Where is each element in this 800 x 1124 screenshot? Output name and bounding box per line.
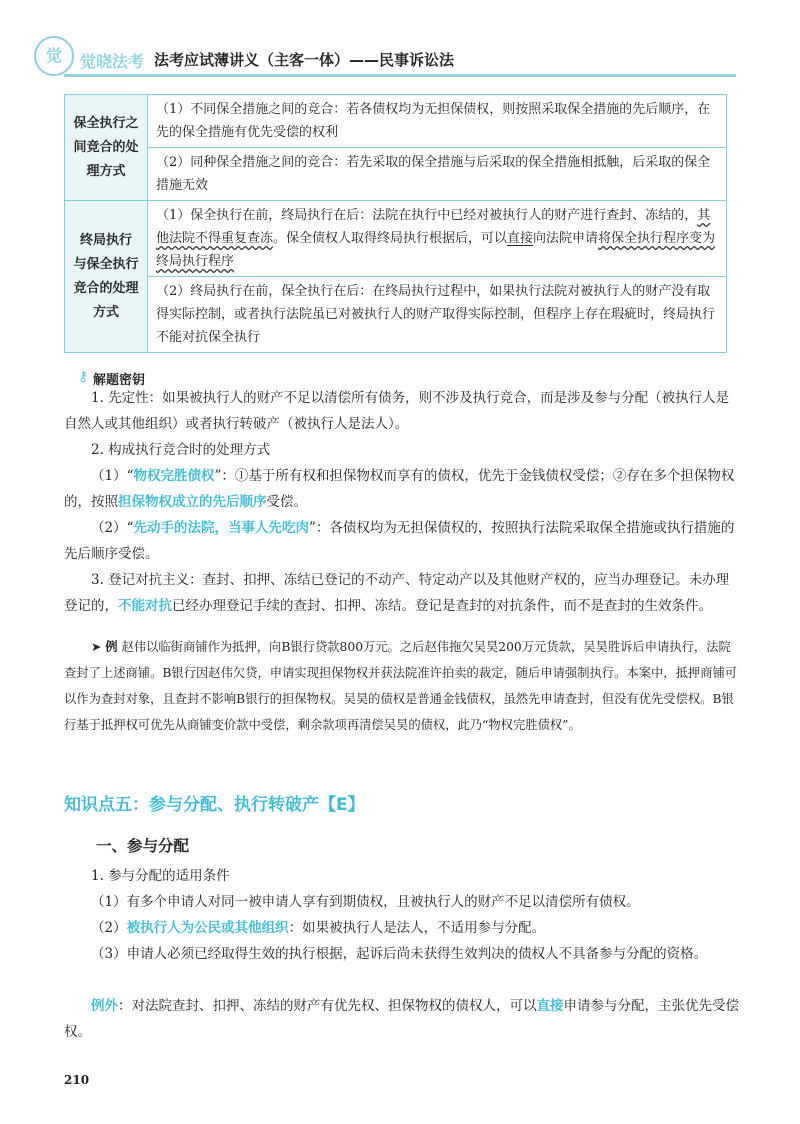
row-heading-final-execution: 终局执行 与保全执行 竞合的处理 方式 xyxy=(65,201,148,353)
paragraph: （1）有多个申请人对同一被申请人享有到期债权，且被执行人的财产不足以清偿所有债权。 xyxy=(91,894,640,910)
emphasis-underline: 直接 xyxy=(507,231,534,246)
highlight-text: 先动手的法院，当事人先吃肉 xyxy=(133,520,309,536)
knowledge-point-title: 知识点五：参与分配、执行转破产【E】 xyxy=(64,795,365,815)
paragraph: 1. 参与分配的适用条件 xyxy=(91,868,230,884)
highlight-text: 被执行人为公民或其他组织 xyxy=(126,920,289,936)
highlight-text: 直接 xyxy=(536,998,564,1014)
example-arrow-icon: ➤ xyxy=(91,640,102,654)
table-row xyxy=(65,201,727,277)
example-text: 赵伟以临街商铺作为抵押，向B银行贷款800万元。之后赵伟拖欠吴昊200万元货款，吴昊胜诉后申请执行，法院查封了上述商铺。B银行因赵伟欠贷，申请实现担保物权并获法院准许拍卖的裁定，随后申请强制执行。本案中，抵押商铺可以作为查封对象，且查封不影响B银行的担保物权。吴昊的债权是普通金钱债权，虽然先申请查封，但没有优先受偿权。B银行基于抵押权可优先从商铺变价款中受偿，剩余款项再清偿吴昊的债权，此乃“物权完胜债权”。 xyxy=(64,640,738,732)
highlight-text: 担保物权成立的先后顺序 xyxy=(118,494,267,510)
table-cell: （2）终局执行在前，保全执行在后：在终局执行过程中，如果执行法院对被执行人的财产没有取得实际控制，或者执行法院虽已对被执行人的财产取得实际控制，但程序上存在瑕疵时，终局执行不能对抗保全执行 xyxy=(148,277,727,353)
emphasis-wavy: 其他法院不得重复查冻 xyxy=(156,208,711,246)
example-block xyxy=(64,634,740,738)
highlight-text: 物权完胜债权 xyxy=(133,468,215,484)
secret-label: 解题密钥 xyxy=(93,373,146,388)
highlight-text: 不能对抗 xyxy=(118,598,172,614)
table-row xyxy=(65,148,727,201)
section-title: 一、参与分配 xyxy=(96,837,190,855)
brand-logo-text: 觉晓法考 xyxy=(80,52,145,71)
emphasis-wavy: 将保全执行程序变为终局执行程序 xyxy=(156,231,716,269)
table-cell: （2）同种保全措施之间的竞合：若先采取的保全措施与后采取的保全措施相抵触，后采取的保全措施无效 xyxy=(148,148,727,201)
running-header-title: 法考应试薄讲义（主客一体）——民事诉讼法 xyxy=(154,51,455,69)
table-cell: （1）保全执行在前，终局执行在后：法院在执行中已经对被执行人的财产进行查封、冻结的，其他法院不得重复查冻。保全债权人取得终局执行根据后，可以直接向法院申请将保全执行程序变为终局执行程序 xyxy=(148,201,727,277)
brand-logo-emblem xyxy=(34,36,74,76)
competition-table xyxy=(64,94,727,353)
paragraph: （2）被执行人为公民或其他组织：如果被执行人是法人，不适用参与分配。 xyxy=(91,920,546,936)
paragraph: 2. 构成执行竞合时的处理方式 xyxy=(91,442,271,458)
paragraph: 1. 先定性：如果被执行人的财产不足以清偿所有债务，则不涉及执行竞合，而是涉及参与分配（被执行人是自然人或其他组织）或者执行转破产（被执行人是法人）。 xyxy=(64,390,730,432)
row-heading-preservation: 保全执行之 间竞合的处 理方式 xyxy=(65,95,148,201)
table-row xyxy=(65,95,727,148)
paragraph: （1）“物权完胜债权”：①基于所有权和担保物权而享有的债权，优先于金钱债权受偿；②存在多个担保物权的，按照担保物权成立的先后顺序受偿。 xyxy=(64,468,735,510)
table-cell: （1）不同保全措施之间的竞合：若各债权均为无担保债权，则按照采取保全措施的先后顺序，在先的保全措施有优先受偿的权利 xyxy=(148,95,727,148)
paragraph: 例外：对法院查封、扣押、冻结的财产有优先权、担保物权的债权人，可以直接申请参与分配，主张优先受偿权。 xyxy=(64,998,739,1040)
header-rule xyxy=(64,74,736,77)
paragraph: （3）申请人必须已经取得生效的执行根据，起诉后尚未获得生效判决的债权人不具备参与分配的资格。 xyxy=(91,946,708,962)
page-number: 210 xyxy=(64,1073,90,1087)
logo-emblem-text: 觉 xyxy=(45,46,62,65)
paragraph: 3. 登记对抗主义：查封、扣押、冻结已登记的不动产、特定动产以及其他财产权的，应当办理登记。未办理登记的，不能对抗已经办理登记手续的查封、扣押、冻结。登记是查封的对抗条件，而不是查封的生效条件。 xyxy=(64,572,730,614)
table-row xyxy=(65,277,727,353)
key-icon: ⚷ xyxy=(78,369,89,385)
example-label: 例 xyxy=(105,640,118,654)
paragraph: （2）“先动手的法院，当事人先吃肉”：各债权均为无担保债权的，按照执行法院采取保全措施或执行措施的先后顺序受偿。 xyxy=(64,520,735,562)
highlight-text: 例外 xyxy=(91,998,118,1014)
